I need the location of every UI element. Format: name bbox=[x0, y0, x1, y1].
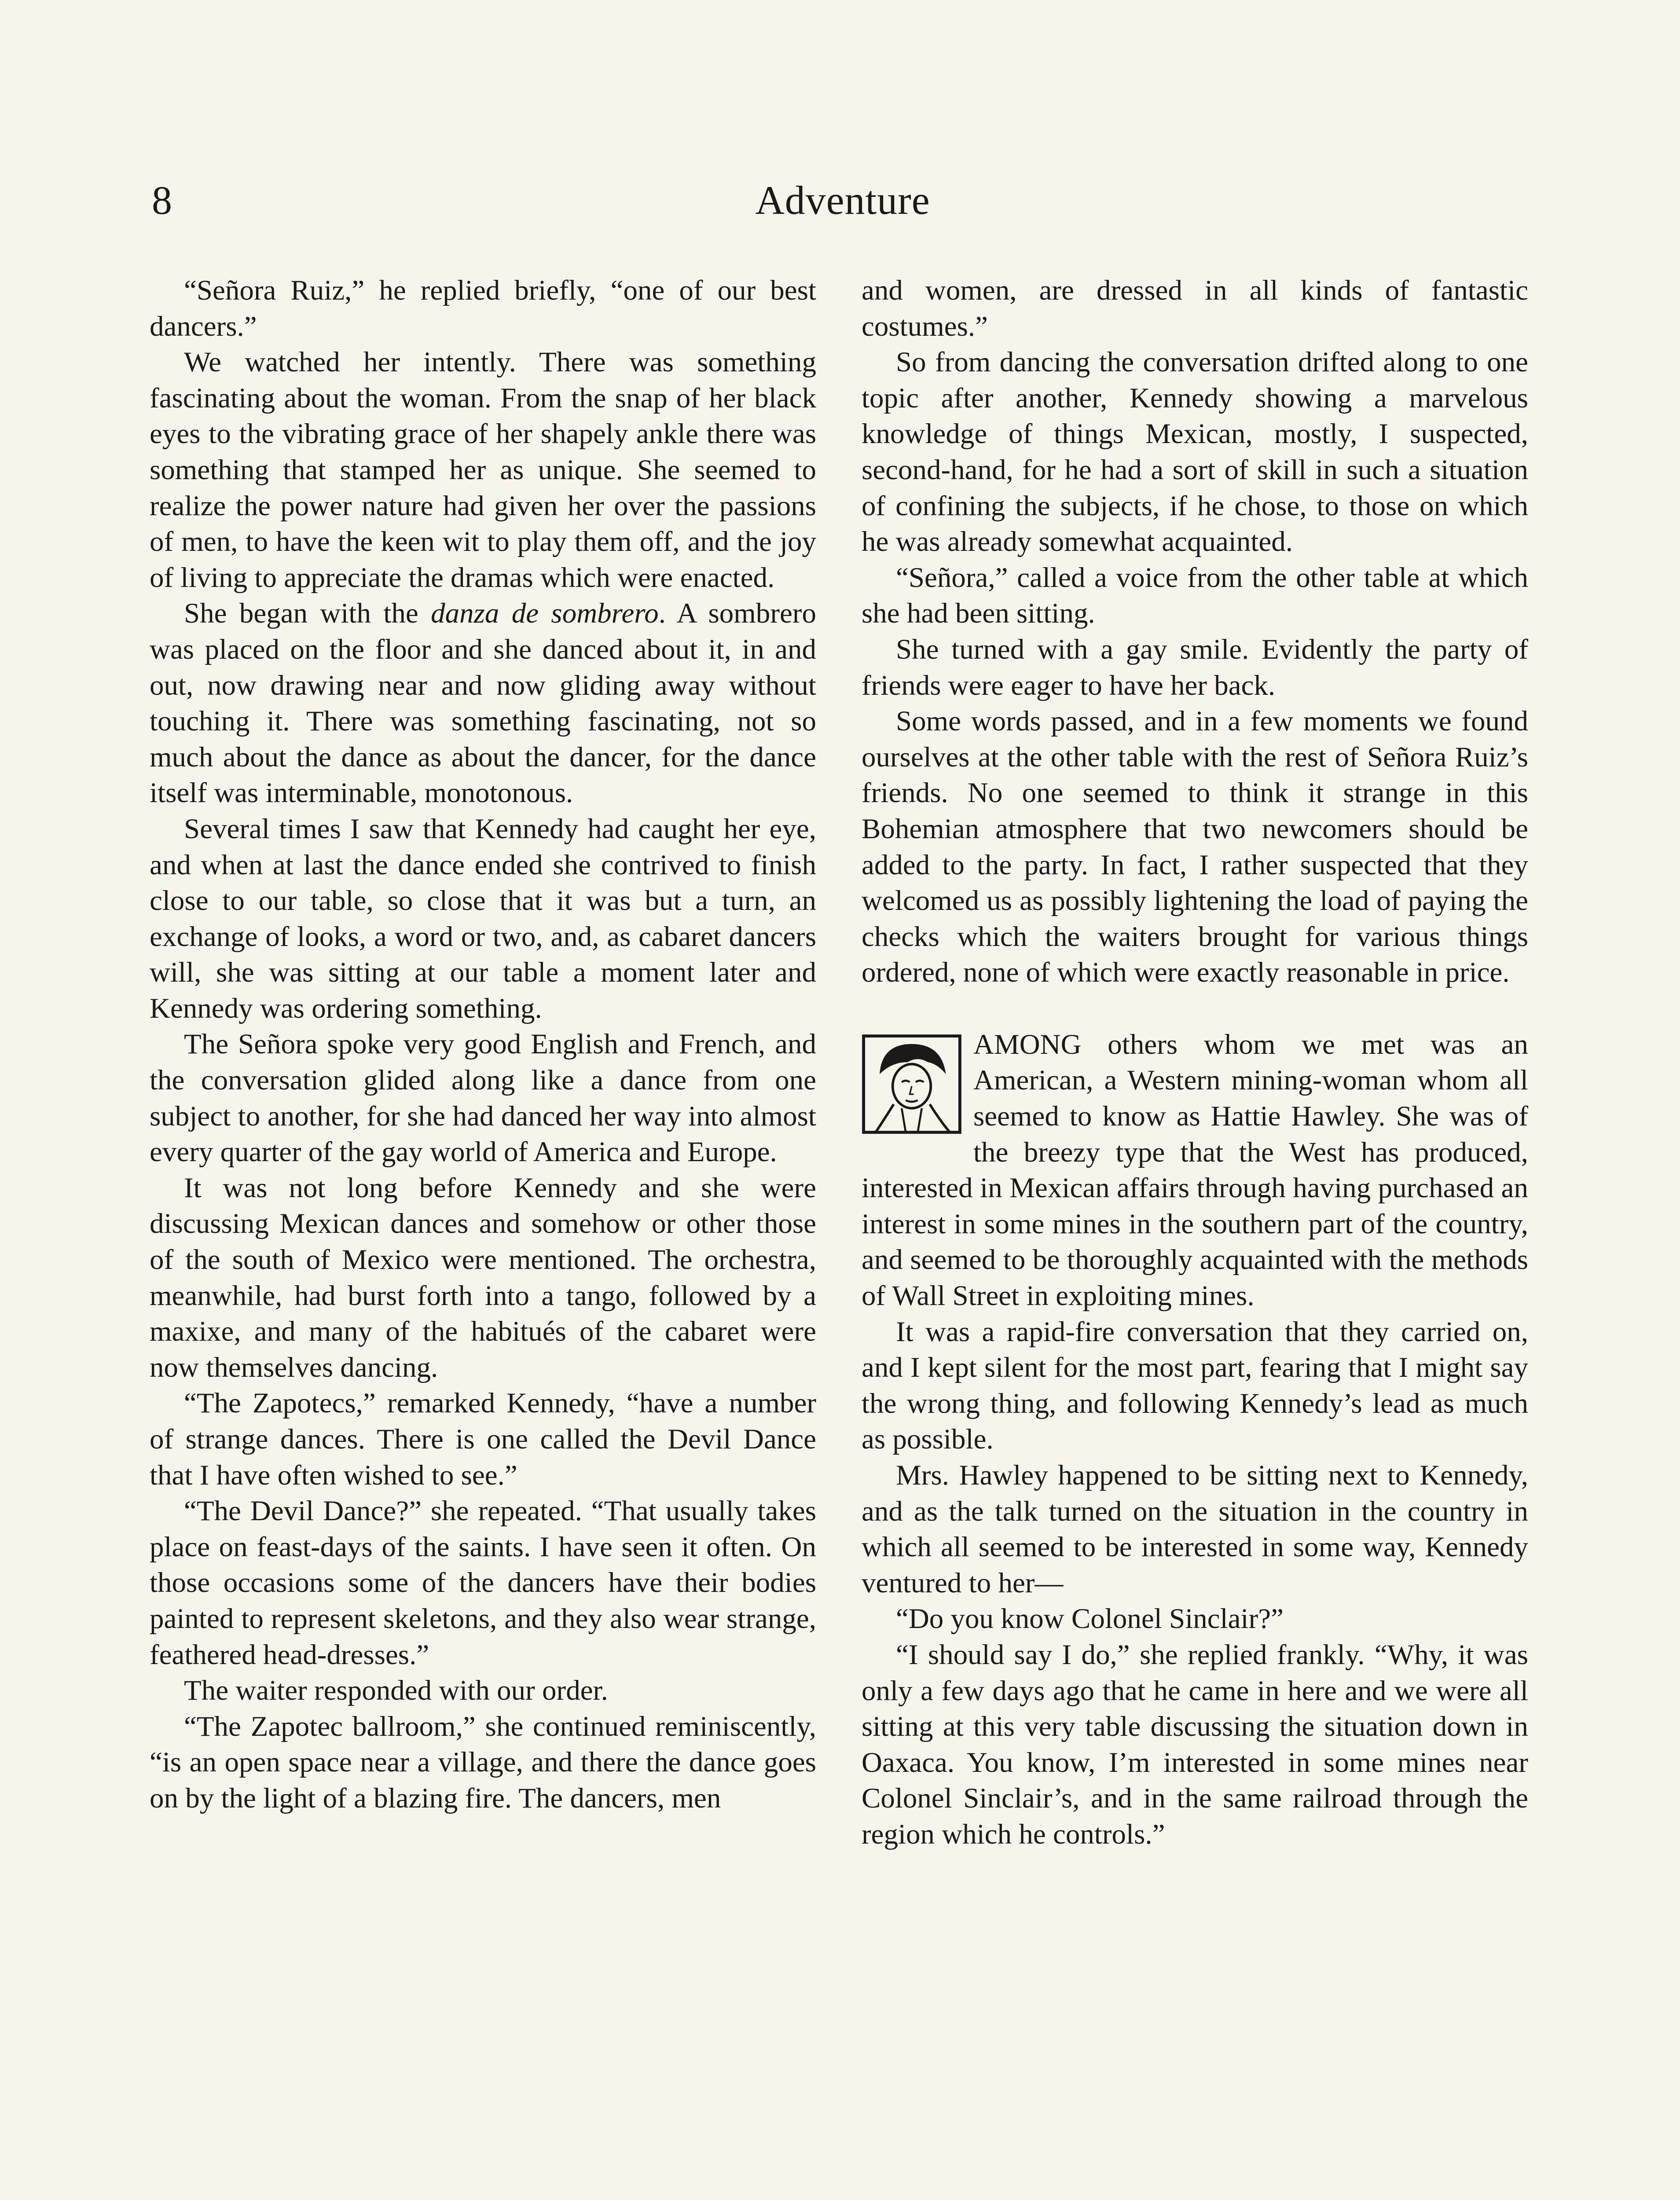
paragraph: It was a rapid-fire conversation that they carried on, and I kept silent for the most part, fearing that I might say the wrong thing, and following Kennedy’s lead as much as possible. bbox=[862, 1316, 1528, 1456]
paragraph: “The Devil Dance?” she repeated. “That usually takes place on feast-days of the saints. I have seen it often. On those occasions some of the dancers have their bodies painted to represent skeletons, and they also wear strange, feathered head-dresses.” bbox=[150, 1495, 816, 1671]
paragraph: It was not long before Kennedy and she were discussing Mexican dances and somehow or other those of the south of Mexico were mentioned. The orchestra, meanwhile, had burst forth into a tango, followed by a maxixe, and many of the habitués of the cabaret were now themselves dancing. bbox=[150, 1172, 816, 1383]
paragraph: We watched her intently. There was something fascinating about the woman. From the snap of her black eyes to the vibrating grace of her shapely ankle there was something that stamped her as unique. She seemed to realize the power nature had given her over the passions of men, to have the keen wit to play them off, and the joy of living to appreciate the dramas which were enacted. bbox=[150, 346, 816, 594]
paragraph: “The Zapotecs,” remarked Kennedy, “have a number of strange dances. There is one called the Devil Dance that I have often wished to see.” bbox=[150, 1387, 816, 1491]
paragraph: AMONG others whom we met was an American, a Western mining-woman whom all seemed to know as Hattie Hawley. She was of the breezy type that the West has produced, interested in Mexican affairs through having purchased an interest in some mines in the southern part of the country, and seemed to be thoroughly acquainted with the methods of Wall Street in exploiting mines. bbox=[862, 1028, 1528, 1312]
paragraph: She began with the danza de sombrero. A sombrero was placed on the floor and she danced about it, in and out, now drawing near and now gliding away without touching it. There was something fascinating, not so much about the dance as about the dancer, for the dance itself was interminable, monotonous. bbox=[150, 598, 816, 809]
left-column bbox=[150, 273, 816, 1817]
paragraph: Some words passed, and in a few moments we found ourselves at the other table with the rest of Señora Ruiz’s friends. No one seemed to think it strange in this Bohemian atmosphere that two newcomers should be added to the party. In fact, I rather suspected that they welcomed us as possibly lightening the load of paying the checks which the waiters brought for various things ordered, none of which were exactly reasonable in price. bbox=[862, 705, 1528, 989]
paragraph: and women, are dressed in all kinds of fantastic costumes.” bbox=[862, 275, 1528, 342]
paragraph: So from dancing the conversation drifted along to one topic after another, Kennedy showing a marvelous knowledge of things Mexican, mostly, I suspected, second-hand, for he had a sort of skill in such a situation of confining the subjects, if he chose, to those on which he was already somewhat acquainted. bbox=[862, 346, 1528, 558]
right-column bbox=[862, 273, 1528, 1853]
paragraph: The waiter responded with our order. bbox=[184, 1675, 608, 1707]
paragraph: Mrs. Hawley happened to be sitting next to Kennedy, and as the talk turned on the situation in the country in which all seemed to be interested in some way, Kennedy ventured to her— bbox=[862, 1459, 1528, 1599]
paragraph: “I should say I do,” she replied frankly. “Why, it was only a few days ago that he came in here and we were all sitting at this very table discussing the situation down in Oaxaca. You know, I’m interested in some mines near Colonel Sinclair’s, and in the same railroad through the region which he controls.” bbox=[862, 1639, 1528, 1850]
woman-portrait-illustration bbox=[862, 1033, 962, 1135]
paragraph: Several times I saw that Kennedy had caught her eye, and when at last the dance ended she contrived to finish close to our table, so close that it was but a turn, an exchange of looks, a word or two, and, as cabaret dancers will, she was sitting at our table a moment later and Kennedy was ordering something. bbox=[150, 813, 816, 1024]
paragraph: She turned with a gay smile. Evidently the party of friends were eager to have her back. bbox=[862, 633, 1528, 701]
magazine-title: Adventure bbox=[755, 178, 930, 223]
paragraph: “Señora,” called a voice from the other table at which she had been sitting. bbox=[862, 561, 1528, 630]
paragraph: “Señora Ruiz,” he replied briefly, “one of our best dancers.” bbox=[150, 275, 816, 342]
paragraph: “Do you know Colonel Sinclair?” bbox=[896, 1603, 1284, 1635]
page-header bbox=[152, 174, 1533, 227]
page-number: 8 bbox=[152, 178, 172, 223]
paragraph: “The Zapotec ballroom,” she continued reminiscently, “is an open space near a village, and there the dance goes on by the light of a blazing fire. The dancers, men bbox=[150, 1710, 816, 1814]
italic-phrase: danza de sombrero bbox=[431, 598, 659, 630]
paragraph: The Señora spoke very good English and French, and the conversation glided along like a dance from one subject to another, for she had danced her way into almost every quarter of the gay world of America and Europe. bbox=[150, 1028, 816, 1168]
